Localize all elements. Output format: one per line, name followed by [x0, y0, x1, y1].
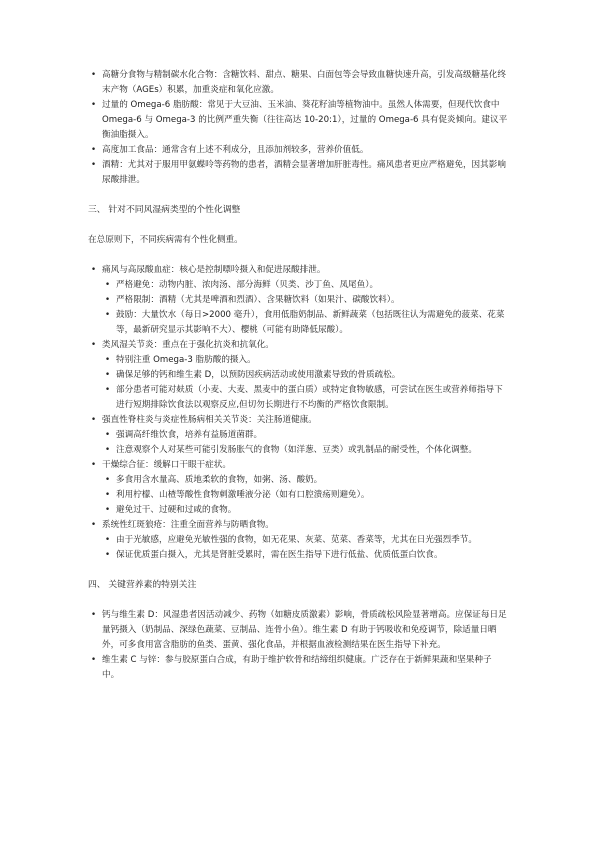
- list-item: • 干燥综合征：缓解口干眼干症状。: [88, 458, 508, 473]
- list-item: • 类风湿关节炎：重点在于强化抗炎和抗氧化。: [88, 338, 508, 353]
- document-page: [88, 68, 508, 683]
- sub-list-item: • 特别注重 Omega-3 脂肪酸的摄入。: [88, 353, 508, 368]
- sub-list-item: • 保证优质蛋白摄入，尤其是肾脏受累时，需在医生指导下进行低盐、优质低蛋白饮食。: [88, 548, 508, 563]
- list-item: • 钙与维生素 D：风湿患者因活动减少、药物（如糖皮质激素）影响，骨质疏松风险显著增高。应保证每日足量钙摄入（奶制品、深绿色蔬菜、豆制品、连骨小鱼）。维生素 D 有助于钙吸收和免疫调节，除适量日晒外，可多食用富含脂肪的鱼类、蛋黄、强化食品，并根据血液检测结果在医生指导下补充。: [88, 608, 508, 653]
- sub-list-item: • 利用柠檬、山楂等酸性食物刺激唾液分泌（如有口腔溃疡则避免）。: [88, 488, 508, 503]
- sub-list-item: • 部分患者可能对麸质（小麦、大麦、黑麦中的蛋白质）或特定食物敏感，可尝试在医生或营养师指导下进行短期排除饮食法以观察反应,但切勿长期进行不均衡的严格饮食限制。: [88, 383, 508, 413]
- sub-list-item: • 确保足够的钙和维生素 D，以预防因疾病活动或使用激素导致的骨质疏松。: [88, 368, 508, 383]
- sub-list-item: • 严格限制：酒精（尤其是啤酒和烈酒）、含果糖饮料（如果汁、碳酸饮料）。: [88, 293, 508, 308]
- section3-list: [88, 263, 508, 563]
- list-item: • 酒精：尤其对于服用甲氨蝶呤等药物的患者，酒精会显著增加肝脏毒性。痛风患者更应严格避免，因其影响尿酸排泄。: [88, 158, 508, 188]
- sub-list-item: • 避免过干、过硬和过咸的食物。: [88, 503, 508, 518]
- section-heading: 四、 关键营养素的特别关注: [88, 580, 197, 590]
- list-item: • 系统性红斑狼疮：注重全面营养与防晒食物。: [88, 518, 508, 533]
- sub-list-item: • 注意观察个人对某些可能引发肠胀气的食物（如洋葱、豆类）或乳制品的耐受性，个体化调整。: [88, 443, 508, 458]
- sub-list-item: • 鼓励：大量饮水（每日>2000 毫升），食用低脂奶制品、新鲜蔬菜（包括既往认为需避免的菠菜、花菜等，最新研究显示其影响不大）、樱桃（可能有助降低尿酸）。: [88, 308, 508, 338]
- sub-list-item: • 严格避免：动物内脏、浓肉汤、部分海鲜（贝类、沙丁鱼、凤尾鱼）。: [88, 278, 508, 293]
- list-item: • 过量的 Omega-6 脂肪酸：常见于大豆油、玉米油、葵花籽油等植物油中。虽然人体需要，但现代饮食中 Omega-6 与 Omega-3 的比例严重失衡（往往高达 10-20:1），过量的 Omega-6 具有促炎倾向。建议平衡油脂摄入。: [88, 98, 508, 143]
- list-item: • 高糖分食物与精制碳水化合物：含糖饮料、甜点、糖果、白面包等会导致血糖快速升高，引发高级糖基化终末产物（AGEs）积累，加重炎症和氧化应激。: [88, 68, 508, 98]
- section-intro: 在总原则下，不同疾病需有个性化侧重。: [88, 235, 243, 245]
- sub-list-item: • 强调高纤维饮食，培养有益肠道菌群。: [88, 428, 508, 443]
- list-item: • 强直性脊柱炎与炎症性肠病相关关节炎：关注肠道健康。: [88, 413, 508, 428]
- list-item: • 高度加工食品：通常含有上述不利成分，且添加剂较多，营养价值低。: [88, 143, 508, 158]
- sub-list-item: • 由于光敏感，应避免光敏性强的食物，如无花果、灰菜、苋菜、香菜等，尤其在日光强烈季节。: [88, 533, 508, 548]
- sub-list-item: • 多食用含水量高、质地柔软的食物，如粥、汤、酸奶。: [88, 473, 508, 488]
- section-heading: 三、 针对不同风湿病类型的个性化调整: [88, 205, 241, 215]
- list-item: • 维生素 C 与锌：参与胶原蛋白合成，有助于维护软骨和结缔组织健康。广泛存在于新鲜果蔬和坚果种子中。: [88, 653, 508, 683]
- list-item: • 痛风与高尿酸血症：核心是控制嘌呤摄入和促进尿酸排泄。: [88, 263, 508, 278]
